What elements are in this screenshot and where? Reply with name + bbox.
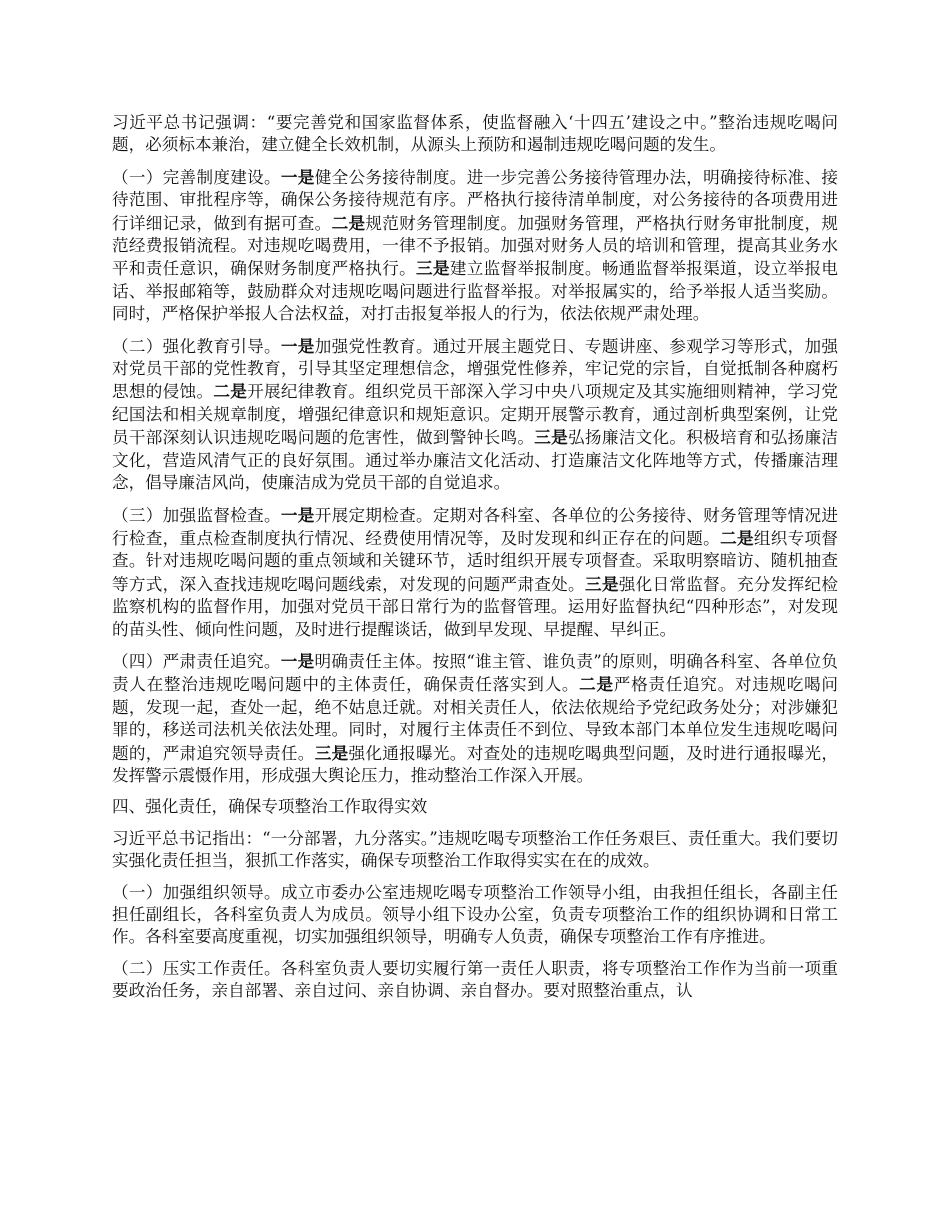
text-run: 四、强化责任，确保专项整治工作取得实效 (112, 797, 428, 817)
emphasis-marker: 三是 (584, 573, 619, 594)
body-paragraph (112, 650, 838, 787)
emphasis-marker: 一是 (280, 504, 315, 525)
emphasis-marker: 一是 (280, 166, 315, 187)
text-run: 组织专项督查。针对违规吃喝问题的重点领域和关键环节，适时组织开展专项督查。采取明察暗访、随机抽查等方式，深入查找违规吃喝问题线索，对发现的问题严肃查处。 (112, 528, 838, 594)
text-run: 习近平总书记指出：“一分部署，九分落实。”违规吃喝专项整治工作任务艰巨、责任重大。我们要切实强化责任担当，狠抓工作落实，确保专项整治工作取得实实在在的成效。 (112, 828, 838, 871)
text-run: 规范财务管理制度。加强财务管理，严格执行财务审批制度，规范经费报销流程。对违规吃喝费用，一律不予报销。加强对财务人员的培训和管理，提高其业务水平和责任意识，确保财务制度严格执行。 (112, 213, 838, 279)
emphasis-marker: 三是 (534, 427, 569, 448)
body-paragraph (112, 828, 838, 873)
emphasis-marker: 二是 (213, 381, 248, 402)
emphasis-marker: 二是 (579, 674, 614, 695)
body-paragraph (112, 166, 838, 326)
text-run: 开展纪律教育。组织党员干部深入学习中央八项规定及其实施细则精神，学习党纪国法和相关规章制度，增强纪律意识和规矩意识。定期开展警示教育，通过剖析典型案例，让党员干部深刻认识违规吃喝问题的危害性，做到警钟长鸣。 (112, 382, 838, 448)
text-run: 明确责任主体。按照“谁主管、谁负责”的原则，明确各科室、各单位负责人在整治违规吃喝问题中的主体责任，确保责任落实到人。 (112, 651, 838, 695)
text-run: 强化通报曝光。对查处的违规吃喝典型问题，及时进行通报曝光，发挥警示震慑作用，形成强大舆论压力，推动整治工作深入开展。 (112, 743, 838, 785)
text-run: 弘扬廉洁文化。积极培育和弘扬廉洁文化，营造风清气正的良好氛围。通过举办廉洁文化活动、打造廉洁文化阵地等方式，传播廉洁理念，倡导廉洁风尚，使廉洁成为党员干部的自觉追求。 (112, 428, 838, 493)
text-run: （一）完善制度建设。 (112, 167, 281, 187)
emphasis-marker: 二是 (720, 527, 754, 548)
emphasis-marker: 二是 (331, 212, 366, 233)
body-paragraph (112, 335, 838, 495)
text-run: 建立监督举报制度。畅通监督举报渠道，设立举报电话、举报邮箱等，鼓励群众对违规吃喝问题进行监督举报。对举报属实的，给予举报人适当奖励。同时，严格保护举报人合法权益，对打击报复举报人的行为，依法依规严肃处理。 (112, 259, 838, 324)
text-run: （一）加强组织领导。成立市委办公室违规吃喝专项整治工作领导小组，由我担任组长，各副主任担任副组长，各科室负责人为成员。领导小组下设办公室，负责专项整治工作的组织协调和日常工作。各科室要高度重视，切实加强组织领导，明确专人负责，确保专项整治工作有序推进。 (112, 882, 838, 947)
emphasis-marker: 三是 (314, 742, 349, 763)
text-run: （四）严肃责任追究。 (112, 651, 281, 671)
body-paragraph (112, 112, 838, 157)
emphasis-marker: 一是 (280, 335, 315, 356)
text-run: 加强党性教育。通过开展主题党日、专题讲座、参观学习等形式，加强对党员干部的党性教育，引导其坚定理想信念，增强党性修养，牢记党的宗旨，自觉抵制各种腐朽思想的侵蚀。 (112, 336, 838, 402)
text-run: （二）强化教育引导。 (112, 336, 281, 356)
section-heading (112, 796, 838, 818)
text-run: 健全公务接待制度。进一步完善公务接待管理办法，明确接待标准、接待范围、审批程序等，确保公务接待规范有序。严格执行接待清单制度，对公务接待的各项费用进行详细记录，做到有据可查。 (112, 167, 838, 233)
body-paragraph (112, 504, 838, 641)
text-run: 强化日常监督。充分发挥纪检监察机构的监督作用，加强对党员干部日常行为的监督管理。运用好监督执纪“四种形态”，对发现的苗头性、倾向性问题，及时进行提醒谈话，做到早发现、早提醒、早纠正。 (112, 574, 838, 639)
text-run: 严格责任追究。对违规吃喝问题，发现一起，查处一起，绝不姑息迁就。对相关责任人，依法依规给予党纪政务处分；对涉嫌犯罪的，移送司法机关依法处理。同时，对履行主体责任不到位、导致本部门本单位发生违规吃喝问题的，严肃追究领导责任。 (112, 675, 839, 763)
text-run: （三）加强监督检查。 (112, 505, 281, 525)
emphasis-marker: 一是 (280, 650, 315, 671)
document-body (112, 112, 838, 1003)
body-paragraph (112, 882, 838, 949)
body-paragraph (112, 958, 838, 1003)
text-run: 习近平总书记强调：“要完善党和国家监督体系，使监督融入‘十四五’建设之中。”整治违规吃喝问题，必须标本兼治，建立健全长效机制，从源头上预防和遏制违规吃喝问题的发生。 (112, 113, 838, 155)
emphasis-marker: 三是 (416, 258, 450, 279)
text-run: 开展定期检查。定期对各科室、各单位的公务接待、财务管理等情况进行检查，重点检查制度执行情况、经费使用情况等，及时发现和纠正存在的问题。 (112, 505, 838, 548)
text-run: （二）压实工作责任。各科室负责人要切实履行第一责任人职责，将专项整治工作作为当前一项重要政治任务，亲自部署、亲自过问、亲自协调、亲自督办。要对照整治重点，认 (112, 958, 838, 1001)
